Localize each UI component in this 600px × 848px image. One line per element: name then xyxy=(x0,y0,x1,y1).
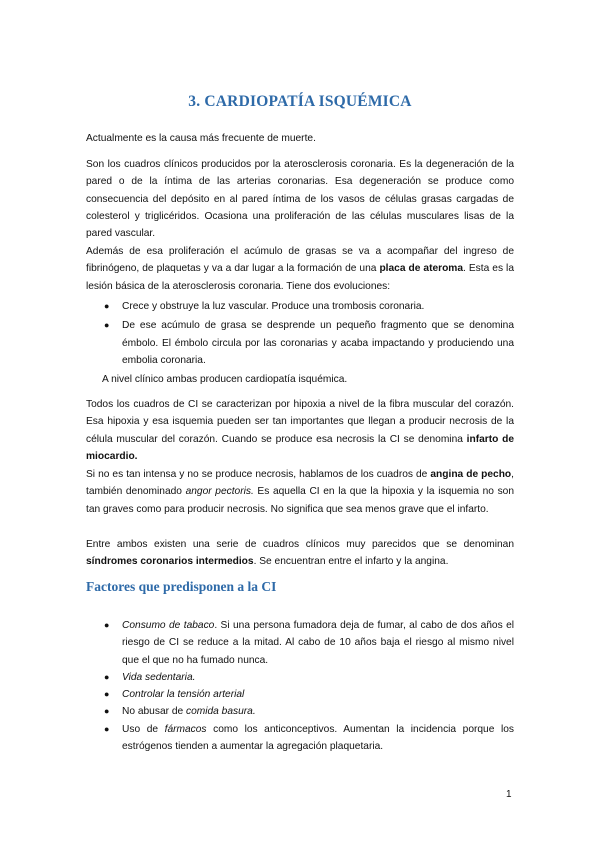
italic-term: Controlar la tensión arterial xyxy=(122,689,245,701)
list-item-text xyxy=(122,617,514,669)
page-title: 3. CARDIOPATÍA ISQUÉMICA xyxy=(188,93,412,110)
text-run: como los anticonceptivos. Aumentan la incidencia porque los estrógenos tienden a aumentar la agregación plaquetaria. xyxy=(122,723,514,753)
bold-term-infarto: infarto de miocardio. xyxy=(86,433,514,462)
section-heading: Factores que predisponen a la CI xyxy=(86,579,277,594)
paragraph-intermediate xyxy=(86,536,514,571)
italic-term: Vida sedentaria. xyxy=(122,671,196,683)
bold-term-sindromes: síndromes coronarios intermedios xyxy=(86,556,254,568)
bullet-icon: ● xyxy=(104,706,110,717)
page-number: 1 xyxy=(506,789,512,800)
text-run: Si no es tan intensa y no se produce necrosis, hablamos de los cuadros de xyxy=(86,469,431,480)
paragraph-hypoxia xyxy=(86,396,514,465)
list-item-text: Crece y obstruye la luz vascular. Produce una trombosis coronaria. xyxy=(122,301,425,312)
paragraph-angina xyxy=(86,466,514,518)
text-run: Todos los cuadros de CI se caracterizan por hipoxia a nivel de la fibra muscular del corazón. Esa hipoxia y esa isquemia pueden ser tan importantes que llegan a producir necrosis de la célula muscular del corazón. Cuando se produce esa necrosis la CI se denomina xyxy=(86,399,514,445)
list-item xyxy=(0,686,600,703)
paragraph-intro: Actualmente es la causa más frecuente de muerte. xyxy=(86,133,316,144)
list-item xyxy=(0,669,600,686)
list-item-text: De ese acúmulo de grasa se desprende un pequeño fragmento que se denomina émbolo. El émbolo circula por las coronarias y acaba impactando y produciendo una embolia coronaria. xyxy=(122,320,514,366)
italic-term: comida basura. xyxy=(186,706,256,718)
text-run: , también denominado xyxy=(86,469,514,498)
bold-term-angina: angina de pecho xyxy=(430,469,512,480)
paragraph-atheroma xyxy=(86,243,514,295)
bullet-icon: ● xyxy=(104,620,110,630)
bullet-icon: ● xyxy=(104,689,110,700)
text-run: . Se encuentran entre el infarto y la angina. xyxy=(253,556,449,568)
italic-term: Consumo de tabaco xyxy=(122,620,215,631)
list-item-text xyxy=(122,669,514,686)
paragraph-definition: Son los cuadros clínicos producidos por la aterosclerosis coronaria. Es la degeneración de la pared o de la íntima de las arterias coronarias. Esa degeneración se produce como consecuencia del depósito en al pared íntima de los vasos de células grasas cargadas de colesterol y triglicéridos. Ocasiona una proliferación de las células musculares lisas de la pared vascular. xyxy=(86,159,514,240)
list-item-text xyxy=(122,686,514,703)
italic-term: fármacos xyxy=(164,723,207,735)
paragraph-clinical-level: A nivel clínico ambas producen cardiopatía isquémica. xyxy=(102,374,348,385)
bullet-icon: ● xyxy=(104,671,110,682)
italic-term-angor: angor pectoris. xyxy=(185,486,254,498)
text-run: Es aquella CI en la que la hipoxia y la isquemia no son tan graves como para producir necrosis. No significa que sea menos grave que el infarto. xyxy=(86,486,515,515)
list-item-text xyxy=(122,703,514,720)
text-run: Entre ambos existen una serie de cuadros clínicos muy parecidos que se denominan xyxy=(86,539,514,550)
list-item xyxy=(0,703,600,720)
bullet-icon: ● xyxy=(104,320,110,331)
text-run: . Esta es la lesión básica de la aterosclerosis coronaria. Tiene dos evoluciones: xyxy=(86,263,514,292)
text-run: Uso de xyxy=(122,723,165,735)
evolutions-list xyxy=(0,298,600,369)
list-item xyxy=(0,317,600,369)
list-item xyxy=(0,298,600,315)
risk-factors-list xyxy=(0,617,600,755)
list-item xyxy=(0,721,600,756)
text-run: No abusar de xyxy=(122,706,186,718)
text-run: . Si una persona fumadora deja de fumar, al cabo de dos años el riesgo de CI se reduce a la mitad. Al cabo de 10 años baja el riesgo al mismo nivel que el que no ha fumado nunca. xyxy=(122,620,514,666)
list-item-text xyxy=(122,721,514,756)
bold-term-placa-ateroma: placa de ateroma xyxy=(379,263,464,275)
list-item xyxy=(0,617,600,669)
bullet-icon: ● xyxy=(104,301,110,311)
text-run: Además de esa proliferación el acúmulo de grasas se va a acompañar del ingreso de fibrinógeno, de plaquetas y va a dar lugar a la formación de una xyxy=(86,246,514,275)
bullet-icon: ● xyxy=(104,723,110,734)
